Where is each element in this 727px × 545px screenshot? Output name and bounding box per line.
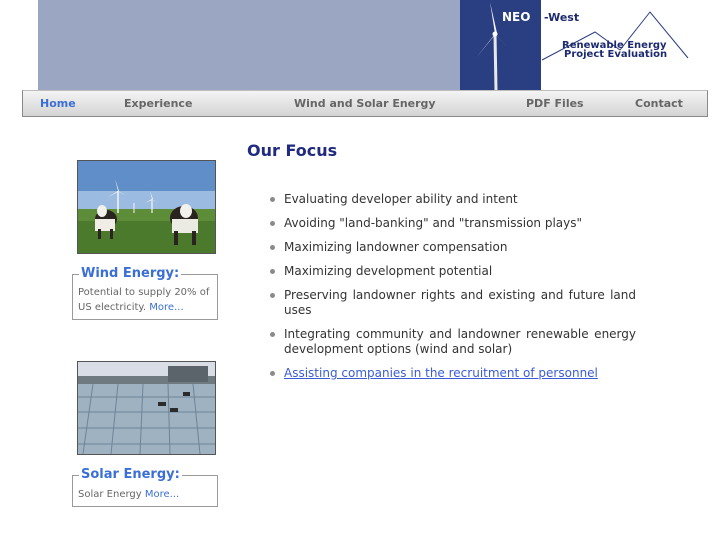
nav-pdf-files[interactable]: PDF Files: [526, 97, 584, 110]
wind-energy-photo[interactable]: [77, 160, 216, 254]
recruitment-link[interactable]: Assisting companies in the recruitment of personnel: [284, 366, 598, 380]
solar-energy-photo[interactable]: [77, 361, 216, 455]
list-item: [270, 366, 636, 381]
wind-energy-text: [78, 285, 209, 315]
list-item: [270, 288, 636, 318]
solar-energy-title[interactable]: Solar Energy:: [81, 467, 180, 482]
bullet-icon: [270, 269, 275, 274]
list-item: [270, 192, 636, 207]
list-item: [270, 240, 636, 255]
page-title: Our Focus: [247, 141, 338, 160]
nav-contact[interactable]: Contact: [635, 97, 683, 110]
list-item-text: Maximizing development potential: [284, 264, 493, 278]
logo-tagline-1: Renewable Energy: [562, 40, 667, 51]
list-item: [270, 216, 636, 231]
nav-wind-solar-energy[interactable]: Wind and Solar Energy: [294, 97, 436, 110]
list-item: [270, 264, 636, 279]
list-item-text: Evaluating developer ability and intent: [284, 192, 518, 206]
list-item-text: Maximizing landowner compensation: [284, 240, 508, 254]
nav-home[interactable]: Home: [40, 97, 76, 110]
wind-energy-box: [72, 266, 218, 320]
list-item: [270, 327, 636, 357]
wind-energy-text-line2: US electricity.: [78, 302, 147, 313]
logo-brand: NEO: [502, 10, 531, 24]
nav-experience[interactable]: Experience: [124, 97, 193, 110]
bullet-icon: [270, 197, 275, 202]
list-item-text: Preserving landowner rights and existing and future land uses: [284, 288, 636, 317]
site-logo[interactable]: [460, 0, 710, 90]
header-banner: [38, 0, 460, 90]
wind-energy-title[interactable]: Wind Energy:: [81, 266, 180, 281]
main-nav: [22, 90, 708, 117]
solar-energy-text: [78, 487, 179, 502]
list-item-text: Avoiding "land-banking" and "transmission plays": [284, 216, 583, 230]
logo-tagline-2: Project Evaluation: [564, 49, 668, 60]
logo-brand-suffix: -West: [544, 11, 580, 24]
bullet-icon: [270, 293, 275, 298]
solar-energy-box: [72, 467, 218, 507]
bullet-icon: [270, 221, 275, 226]
solar-energy-text-label: Solar Energy: [78, 489, 142, 500]
wind-energy-text-line1: Potential to supply 20% of: [78, 287, 210, 298]
focus-list: [270, 192, 636, 390]
list-item-text: Integrating community and landowner renewable energy development options (wind and solar): [284, 327, 636, 356]
bullet-icon: [270, 332, 275, 337]
wind-more-link[interactable]: More...: [149, 302, 184, 313]
solar-more-link[interactable]: More...: [144, 489, 180, 500]
bullet-icon: [270, 371, 275, 376]
bullet-icon: [270, 245, 275, 250]
